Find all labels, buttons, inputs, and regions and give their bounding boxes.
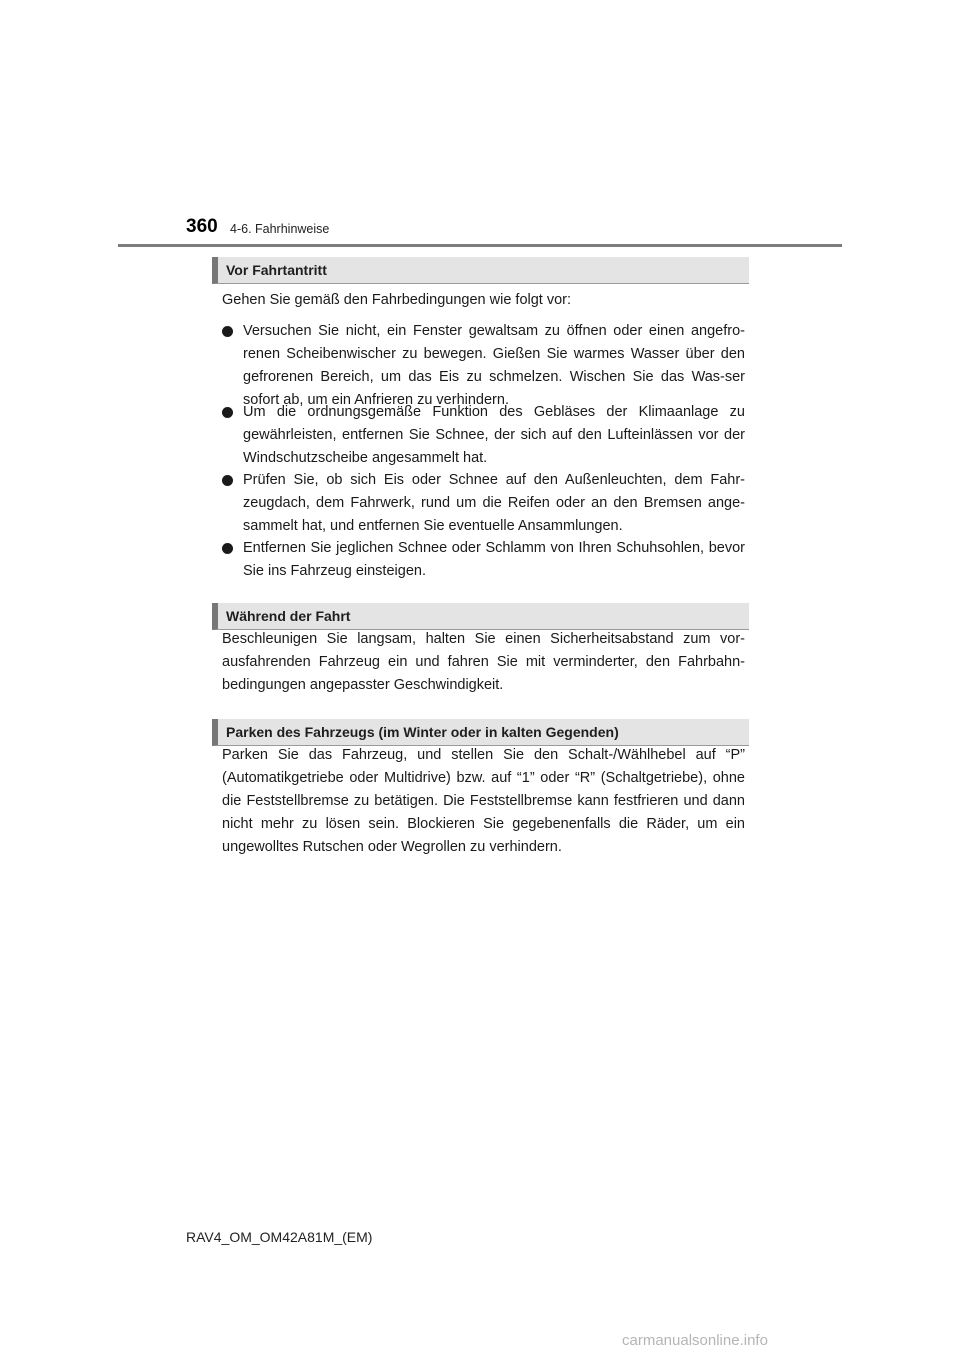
- list-item: [222, 401, 745, 470]
- page-number: 360: [186, 216, 218, 237]
- bullet-icon: [222, 326, 233, 337]
- list-item: [222, 320, 745, 412]
- section-body: Parken Sie das Fahrzeug, und stellen Sie den Schalt-/Wählhebel auf “P” (Automatikgetriebe oder Multidrive) bzw. auf “1” oder “R” (Schaltgetriebe), ohne die Feststellbremse zu betätigen. Die Feststellbremse kann festfrieren und dann nicht mehr zu lösen sein. Blockieren Sie gegebenenfalls die Räder, um ein ungewolltes Rutschen oder Wegrollen zu verhindern.: [222, 747, 745, 855]
- bullet-icon: [222, 543, 233, 554]
- watermark: carmanualsonline.info: [622, 1332, 768, 1349]
- list-item-text: Entfernen Sie jeglichen Schnee oder Schlamm von Ihren Schuhsohlen, bevor Sie ins Fahrzeug einsteigen.: [243, 540, 745, 579]
- section-header-vor-fahrtantritt: Vor Fahrtantritt: [212, 257, 749, 284]
- list-item-text: Versuchen Sie nicht, ein Fenster gewaltsam zu öffnen oder einen angefro-renen Scheibenwischer zu bewegen. Gießen Sie warmes Wasser über den gefrorenen Bereich, um das Eis zu schmelzen. Wischen Sie das Was-ser sofort ab, um ein Anfrieren zu verhindern.: [243, 323, 745, 408]
- section-header-parken: Parken des Fahrzeugs (im Winter oder in kalten Gegenden): [212, 719, 749, 746]
- section-intro: Gehen Sie gemäß den Fahrbedingungen wie folgt vor:: [222, 292, 572, 308]
- section-header-waehrend-der-fahrt: Während der Fahrt: [212, 603, 749, 630]
- bullet-icon: [222, 475, 233, 486]
- document-code: RAV4_OM_OM42A81M_(EM): [186, 1229, 373, 1245]
- section-reference: 4-6. Fahrhinweise: [230, 222, 330, 236]
- bullet-icon: [222, 407, 233, 418]
- list-item: [222, 469, 745, 538]
- list-item-text: Um die ordnungsgemäße Funktion des Gebläses der Klimaanlage zu gewährleisten, entfernen Sie Schnee, der sich auf den Lufteinlässen vor der Windschutzscheibe angesammelt hat.: [243, 404, 745, 466]
- header-divider: [118, 244, 842, 247]
- list-item: [222, 537, 745, 583]
- list-item-text: Prüfen Sie, ob sich Eis oder Schnee auf den Außenleuchten, dem Fahr-zeugdach, dem Fahrwerk, rund um die Reifen oder an den Bremsen ange-sammelt hat, und entfernen Sie eventuelle Ansammlungen.: [243, 472, 745, 534]
- section-body: Beschleunigen Sie langsam, halten Sie einen Sicherheitsabstand zum vor-ausfahrenden Fahrzeug ein und fahren Sie mit verminderter, den Fahrbahn-bedingungen angepasster Geschwindigkeit.: [222, 631, 745, 693]
